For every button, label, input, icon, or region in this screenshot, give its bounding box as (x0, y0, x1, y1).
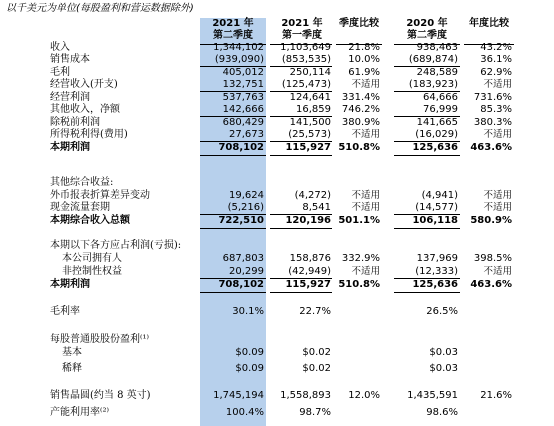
row-label: 毛利率 (50, 306, 80, 317)
cell-2020q2: 26.5% (426, 306, 458, 317)
row-label: 销售成本 (50, 54, 90, 65)
table-row-profit-for-period (0, 142, 554, 154)
col-header-year: 年度比较 (469, 18, 509, 29)
col-header-quarter: 第二季度 (213, 30, 253, 41)
cell-2021q2: 708,102 (218, 279, 264, 290)
col-header-year: 2020 年 (406, 18, 448, 29)
cell-yoy: 463.6% (470, 142, 512, 153)
cell-2020q2: (689,874) (408, 54, 458, 65)
table-row-income-tax (0, 129, 554, 141)
cell-2021q2: 30.1% (232, 306, 264, 317)
table-row-profit-attributable-header (0, 240, 554, 252)
col-header-quarter: 第二季度 (407, 30, 447, 41)
cell-yoy: 不适用 (483, 266, 512, 277)
cell-qoq: 21.8% (348, 42, 380, 53)
row-label: 收入 (50, 42, 70, 53)
cell-yoy: 不适用 (483, 190, 512, 201)
cell-yoy: 62.9% (480, 67, 512, 78)
table-row-utilization-rate (0, 407, 554, 419)
table-row-total-comprehensive-income (0, 215, 554, 227)
table-row-profit-before-tax (0, 117, 554, 129)
row-label: 基本 (62, 347, 82, 358)
row-label: 非控制性权益 (62, 266, 122, 277)
cell-yoy: 580.9% (470, 215, 512, 226)
cell-2020q2: 76,999 (423, 104, 458, 115)
col-header-qoq (334, 18, 384, 44)
cell-2021q1: 124,641 (289, 92, 331, 103)
col-header-2021q1 (270, 18, 334, 44)
cell-2021q1: $0.02 (302, 363, 331, 374)
cell-2021q2: 100.4% (225, 407, 264, 418)
cell-qoq: 10.0% (348, 54, 380, 65)
cell-2021q1: 16,859 (296, 104, 331, 115)
cell-2021q2: $0.09 (235, 347, 264, 358)
col-header-quarter: 第一季度 (282, 30, 322, 41)
row-label: 本期综合收入总额 (50, 215, 130, 226)
cell-2020q2: 106,118 (412, 215, 458, 226)
row-rule (270, 292, 332, 293)
cell-2021q1: 8,541 (302, 202, 331, 213)
cell-qoq: 不适用 (351, 202, 380, 213)
row-label: 本期利润 (50, 142, 90, 153)
row-rule (394, 228, 460, 229)
cell-2020q2: 98.6% (426, 407, 458, 418)
cell-2021q2: 20,299 (229, 266, 264, 277)
cell-2021q1: 98.7% (299, 407, 331, 418)
row-rule (270, 155, 332, 156)
table-row-operating-profit (0, 92, 554, 104)
col-header-2021q2 (200, 18, 266, 44)
table-row-owners (0, 253, 554, 265)
cell-2021q1: 115,927 (285, 142, 331, 153)
cell-qoq: 不适用 (351, 190, 380, 201)
row-rule (200, 292, 266, 293)
row-rule (200, 155, 266, 156)
table-row-cost-of-sales (0, 54, 554, 66)
cell-yoy: 43.2% (480, 42, 512, 53)
cell-2020q2: (4,941) (421, 190, 458, 201)
cell-2021q2: 19,624 (229, 190, 264, 201)
table-row-operating-income-expense (0, 79, 554, 91)
cell-yoy: 85.3% (480, 104, 512, 115)
cell-2021q1: (853,535) (281, 54, 331, 65)
cell-qoq: 331.4% (341, 92, 380, 103)
cell-2020q2: 248,589 (416, 67, 458, 78)
cell-2020q2: (12,333) (415, 266, 458, 277)
row-label: 每股普通股股份盈利⁽¹⁾ (50, 334, 149, 345)
cell-yoy: 不适用 (483, 202, 512, 213)
cell-2021q2: $0.09 (235, 363, 264, 374)
cell-2020q2: $0.03 (429, 347, 458, 358)
cell-qoq: 61.9% (348, 67, 380, 78)
cell-qoq: 510.8% (338, 142, 380, 153)
cell-qoq: 380.9% (341, 117, 380, 128)
col-header-2020q2 (392, 18, 462, 44)
row-rule (394, 292, 460, 293)
row-label: 销售晶圆(约当 8 英寸) (50, 390, 151, 401)
row-label: 经营利润 (50, 92, 90, 103)
cell-2021q2: 680,429 (222, 117, 264, 128)
row-label: 现金流量套期 (50, 202, 110, 213)
table-row-wafer-shipments (0, 390, 554, 402)
table-caption: 以千美元为单位(每股盈利和营运数据除外) (6, 3, 194, 14)
cell-2021q1: 141,500 (289, 117, 331, 128)
table-row-cash-flow-hedge (0, 202, 554, 214)
row-label: 本期以下各方应占利润(亏损): (50, 240, 182, 251)
table-row-eps-header (0, 334, 554, 346)
cell-2020q2: 125,636 (412, 279, 458, 290)
row-rule (270, 228, 332, 229)
cell-yoy: 398.5% (473, 253, 512, 264)
cell-qoq: 不适用 (351, 266, 380, 277)
cell-2021q2: 537,763 (222, 92, 264, 103)
cell-2021q2: (939,090) (214, 54, 264, 65)
row-label: 经营收入(开支) (50, 79, 118, 90)
cell-2021q1: (25,573) (288, 129, 331, 140)
cell-yoy: 731.6% (473, 92, 512, 103)
table-row-eps-basic (0, 347, 554, 359)
cell-qoq: 510.8% (338, 279, 380, 290)
cell-qoq: 不适用 (351, 129, 380, 140)
cell-yoy: 不适用 (483, 79, 512, 90)
cell-2020q2: 141,665 (416, 117, 458, 128)
cell-qoq: 不适用 (351, 79, 380, 90)
table-row-gross-margin (0, 306, 554, 318)
row-label: 所得税利得(费用) (50, 129, 128, 140)
cell-2020q2: (16,029) (415, 129, 458, 140)
table-row-profit-for-period-2 (0, 279, 554, 291)
col-header-year: 2021 年 (281, 18, 323, 29)
table-row-other-income-net (0, 104, 554, 116)
col-header-year: 2021 年 (212, 18, 254, 29)
cell-2021q1: 115,927 (285, 279, 331, 290)
cell-qoq: 332.9% (341, 253, 380, 264)
cell-2021q1: 1,558,893 (280, 390, 331, 401)
cell-yoy: 21.6% (480, 390, 512, 401)
col-header-year: 季度比较 (339, 18, 379, 29)
cell-2021q2: 1,344,102 (213, 42, 264, 53)
row-label: 除税前利润 (50, 117, 100, 128)
row-rule (200, 228, 266, 229)
row-label: 本公司拥有人 (62, 253, 122, 264)
cell-2021q1: 22.7% (299, 306, 331, 317)
cell-2021q1: (4,272) (294, 190, 331, 201)
cell-2020q2: (14,577) (415, 202, 458, 213)
cell-2020q2: 1,435,591 (407, 390, 458, 401)
table-row-revenue (0, 42, 554, 54)
cell-qoq: 501.1% (338, 215, 380, 226)
table-row-other-comprehensive-income (0, 177, 554, 189)
cell-yoy: 36.1% (480, 54, 512, 65)
cell-2020q2: $0.03 (429, 363, 458, 374)
cell-yoy: 463.6% (470, 279, 512, 290)
cell-2020q2: (183,923) (408, 79, 458, 90)
cell-2021q2: 722,510 (218, 215, 264, 226)
cell-2021q2: 142,666 (222, 104, 264, 115)
cell-qoq: 746.2% (341, 104, 380, 115)
cell-2021q2: 708,102 (218, 142, 264, 153)
table-row-eps-diluted (0, 363, 554, 375)
cell-2020q2: 938,463 (416, 42, 458, 53)
cell-2021q2: 27,673 (229, 129, 264, 140)
col-header-yoy (462, 18, 516, 44)
row-label: 其他综合收益: (50, 177, 114, 188)
cell-2020q2: 64,666 (423, 92, 458, 103)
cell-2021q1: (125,473) (281, 79, 331, 90)
cell-2020q2: 137,969 (416, 253, 458, 264)
cell-2021q1: 120,196 (285, 215, 331, 226)
row-label: 其他收入，净额 (50, 104, 120, 115)
cell-2021q1: 158,876 (289, 253, 331, 264)
row-label: 外币报表折算差异变动 (50, 190, 150, 201)
row-label: 本期利润 (50, 279, 90, 290)
cell-yoy: 380.3% (473, 117, 512, 128)
row-label: 稀释 (62, 363, 82, 374)
row-label: 产能利用率⁽²⁾ (50, 407, 109, 418)
row-label: 毛利 (50, 67, 70, 78)
cell-2021q1: (42,949) (288, 266, 331, 277)
cell-2021q2: 132,751 (222, 79, 264, 90)
row-rule (394, 155, 460, 156)
cell-2021q2: 1,745,194 (213, 390, 264, 401)
table-row-non-controlling (0, 266, 554, 278)
cell-2021q2: 405,012 (222, 67, 264, 78)
cell-2021q1: $0.02 (302, 347, 331, 358)
table-row-fx-translation (0, 190, 554, 202)
table-row-gross-profit (0, 67, 554, 79)
cell-2021q2: (5,216) (227, 202, 264, 213)
cell-qoq: 12.0% (348, 390, 380, 401)
cell-2020q2: 125,636 (412, 142, 458, 153)
cell-yoy: 不适用 (483, 129, 512, 140)
cell-2021q1: 250,114 (289, 67, 331, 78)
cell-2021q2: 687,803 (222, 253, 264, 264)
cell-2021q1: 1,103,649 (280, 42, 331, 53)
